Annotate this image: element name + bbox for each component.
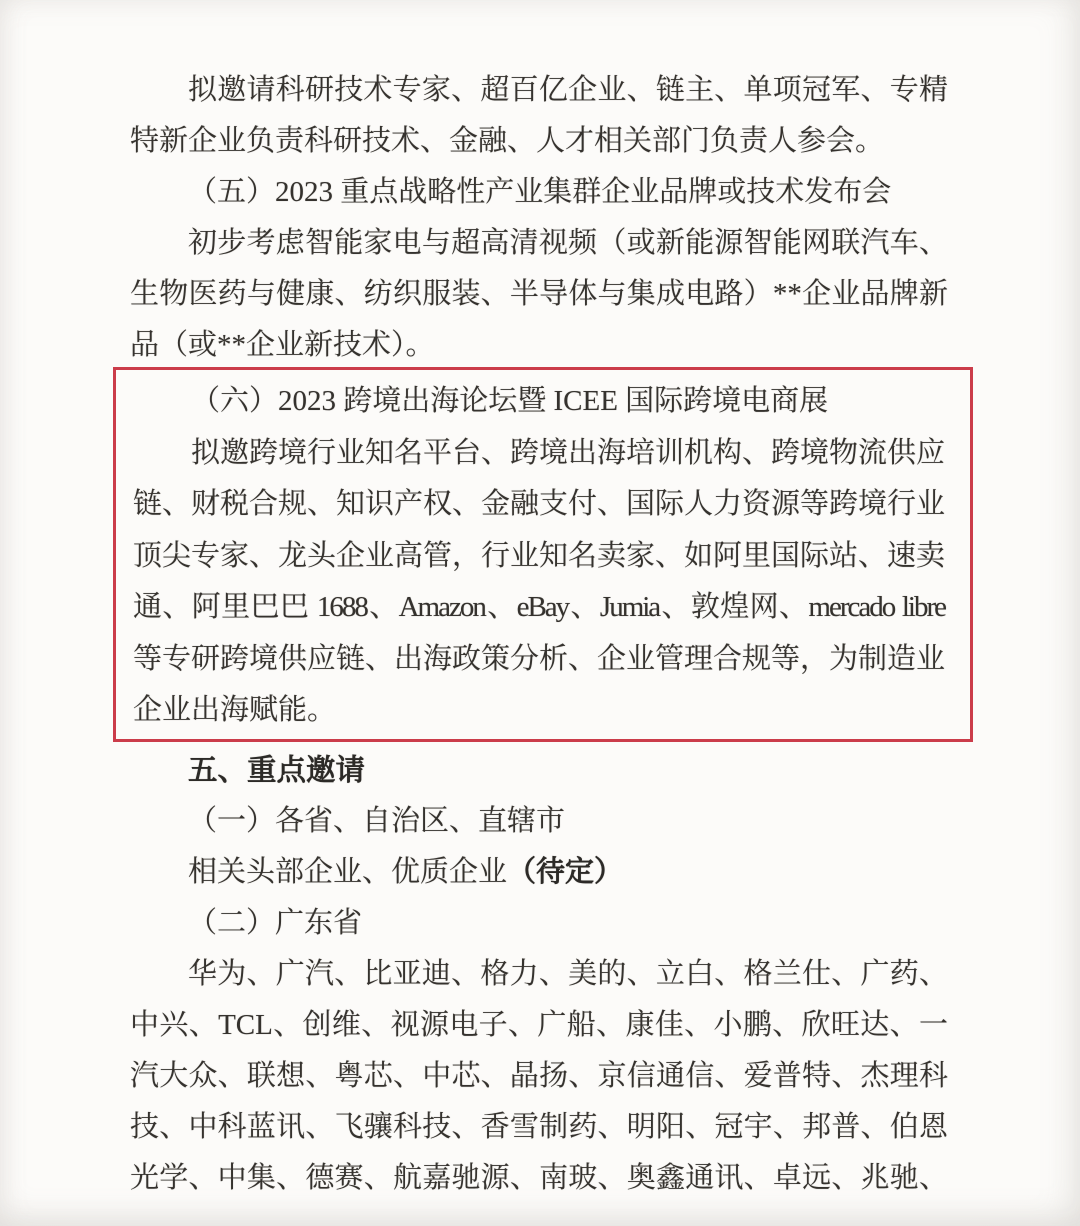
item-head-companies-tbd: （待定） [507, 855, 624, 888]
paragraph-companies-line-1: 华为、广汽、比亚迪、格力、美的、立白、格兰仕、广药、 [188, 957, 948, 990]
heading-key-invites: 五、重点邀请 [188, 753, 366, 787]
item-head-companies-text: 相关头部企业、优质企业 [188, 855, 508, 888]
paragraph-companies-line-3: 汽大众、联想、粤芯、中芯、晶扬、京信通信、爱普特、杰理科 [130, 1059, 948, 1092]
paragraph-release-line-3: 品（或**企业新技术）。 [130, 329, 435, 361]
paragraph-companies-line-5: 光学、中集、德赛、航嘉驰源、南玻、奥鑫通讯、卓远、兆驰、 [130, 1161, 948, 1194]
paragraph-crossborder-line-4: 通、阿里巴巴 1688、Amazon、eBay、Jumia、敦煌网、mercado libre [133, 591, 945, 623]
highlight-box-section-6 [113, 367, 973, 742]
paragraph-companies-line-4: 技、中科蓝讯、飞骧科技、香雪制药、明阳、冠宇、邦普、伯恩 [130, 1110, 948, 1143]
paragraph-experts-line-1: 拟邀请科研技术专家、超百亿企业、链主、单项冠军、专精 [188, 74, 948, 106]
paragraph-crossborder-line-1: 拟邀跨境行业知名平台、跨境出海培训机构、跨境物流供应 [191, 436, 946, 469]
item-provinces: （一）各省、自治区、直辖市 [188, 804, 566, 837]
item-guangdong: （二）广东省 [188, 906, 363, 939]
paragraph-crossborder-line-3: 顶尖专家、龙头企业高管，行业知名卖家、如阿里国际站、速卖 [133, 539, 946, 572]
paragraph-companies-line-2: 中兴、TCL、创维、视源电子、广船、康佳、小鹏、欣旺达、一 [130, 1008, 948, 1041]
paragraph-crossborder-line-2: 链、财税合规、知识产权、金融支付、国际人力资源等跨境行业 [133, 488, 946, 520]
document-body [130, 65, 948, 1204]
heading-section-5: （五）2023 重点战略性产业集群企业品牌或技术发布会 [188, 176, 892, 208]
heading-section-6: （六）2023 跨境出海论坛暨 ICEE 国际跨境电商展 [191, 385, 829, 417]
paragraph-crossborder-line-6: 企业出海赋能。 [133, 694, 337, 726]
paragraph-crossborder-line-5: 等专研跨境供应链、出海政策分析、企业管理合规等，为制造业 [133, 642, 946, 675]
paragraph-release-line-2: 生物医药与健康、纺织服装、半导体与集成电路）**企业品牌新 [130, 278, 948, 310]
paragraph-experts-line-2: 特新企业负责科研技术、金融、人才相关部门负责人参会。 [130, 125, 885, 157]
item-head-companies [130, 847, 948, 898]
paragraph-release-line-1: 初步考虑智能家电与超高清视频（或新能源智能网联汽车、 [188, 227, 948, 259]
